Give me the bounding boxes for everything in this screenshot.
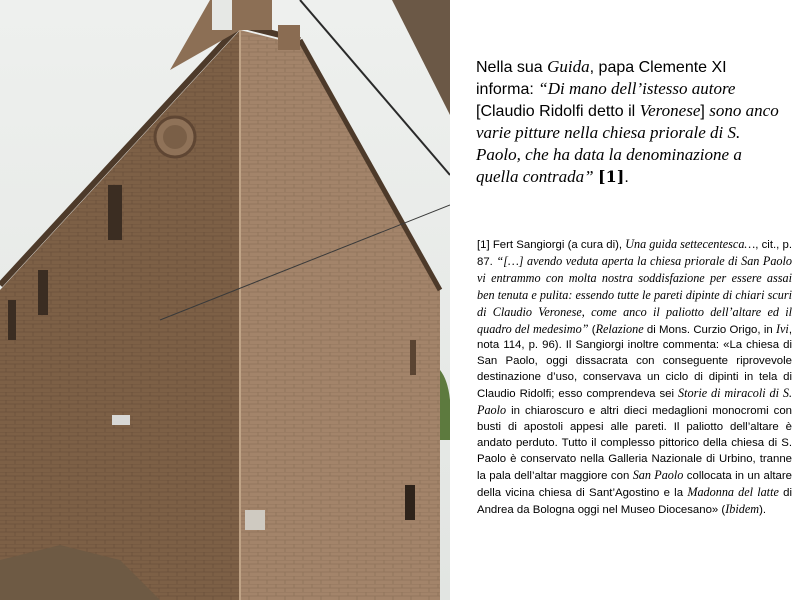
quote-guida-title: Guida	[547, 57, 590, 76]
footnote-text: (	[588, 323, 596, 336]
footnote-ivi: Ivi	[775, 321, 789, 336]
footnote-madonna-title: Madonna del latte	[687, 484, 779, 499]
footnote-book-title: Una guida settecentesca…	[625, 237, 756, 251]
footnote-paragraph	[477, 237, 792, 518]
quote-citation: sono anco varie pitture nella chiesa priorale di S. Paolo, che ha data la denominazione a quella contrada”	[476, 101, 779, 186]
footnote-san-paolo: San Paolo	[632, 467, 684, 482]
footnote-text: , cit., p. 87.	[477, 239, 793, 268]
footnote-storie-title: Storie di miracoli di S. Paolo	[477, 386, 792, 418]
footnote-text: ).	[759, 503, 767, 516]
footnote-text: , nota 114, p. 96). Il Sangiorgi inoltre commenta: «La chiesa di San Paolo, oggi dissacrata con conseguente riprovevole destinazione d’uso, conservava un ciclo di dipinti in tela di Claudio Ridolfi; esso comprendeva sei	[477, 323, 792, 401]
quote-bracket-close: ]	[700, 103, 710, 120]
quote-citation: “Di mano dell’istesso autore	[538, 79, 736, 98]
footnote-reference-link[interactable]: [1]	[598, 167, 625, 186]
quote-text: Nella sua	[476, 59, 548, 76]
footnote-text: [1] Fert Sangiorgi (a cura di),	[477, 239, 626, 251]
quote-bracket-text: [Claudio Ridolfi detto il	[476, 103, 640, 120]
quote-veronese: Veronese	[639, 101, 701, 120]
quote-period: .	[624, 169, 629, 186]
quote-paragraph	[476, 56, 782, 188]
footnote-text: di Mons. Curzio Origo, in	[643, 323, 776, 336]
quote-text: , papa Clemente XI informa:	[476, 59, 727, 98]
footnote-citation: “[…] avendo veduta aperta la chiesa priorale di San Paolo vi entrammo con molta nostra soddisfazione per essere assai ben tenuta e pulita: essendo tutte le pareti dipinte di chiari scuri di Claudio Veronese, come anco il paliotto dell’altare ed il quadro del medesimo”	[477, 253, 792, 336]
footnote-text: in chiaroscuro e altri dieci medaglioni monocromi con busti di apostoli appesi alle pareti. Il paliotto dell’altare è andato perduto. Tutto il complesso pittorico della chiesa di S. Paolo è conservato nella Galleria Nazionale di Urbino, tranne la pala dell’altar maggiore con	[477, 405, 792, 482]
footnote-ibidem: Ibidem	[725, 501, 760, 516]
footnote-text: collocata in un altare della vicina chiesa di Sant’Agostino e la	[477, 469, 792, 499]
footnote-relazione: Relazione	[595, 321, 644, 336]
footnote-text: di Andrea da Bologna oggi nel Museo Diocesano» (	[477, 486, 793, 516]
